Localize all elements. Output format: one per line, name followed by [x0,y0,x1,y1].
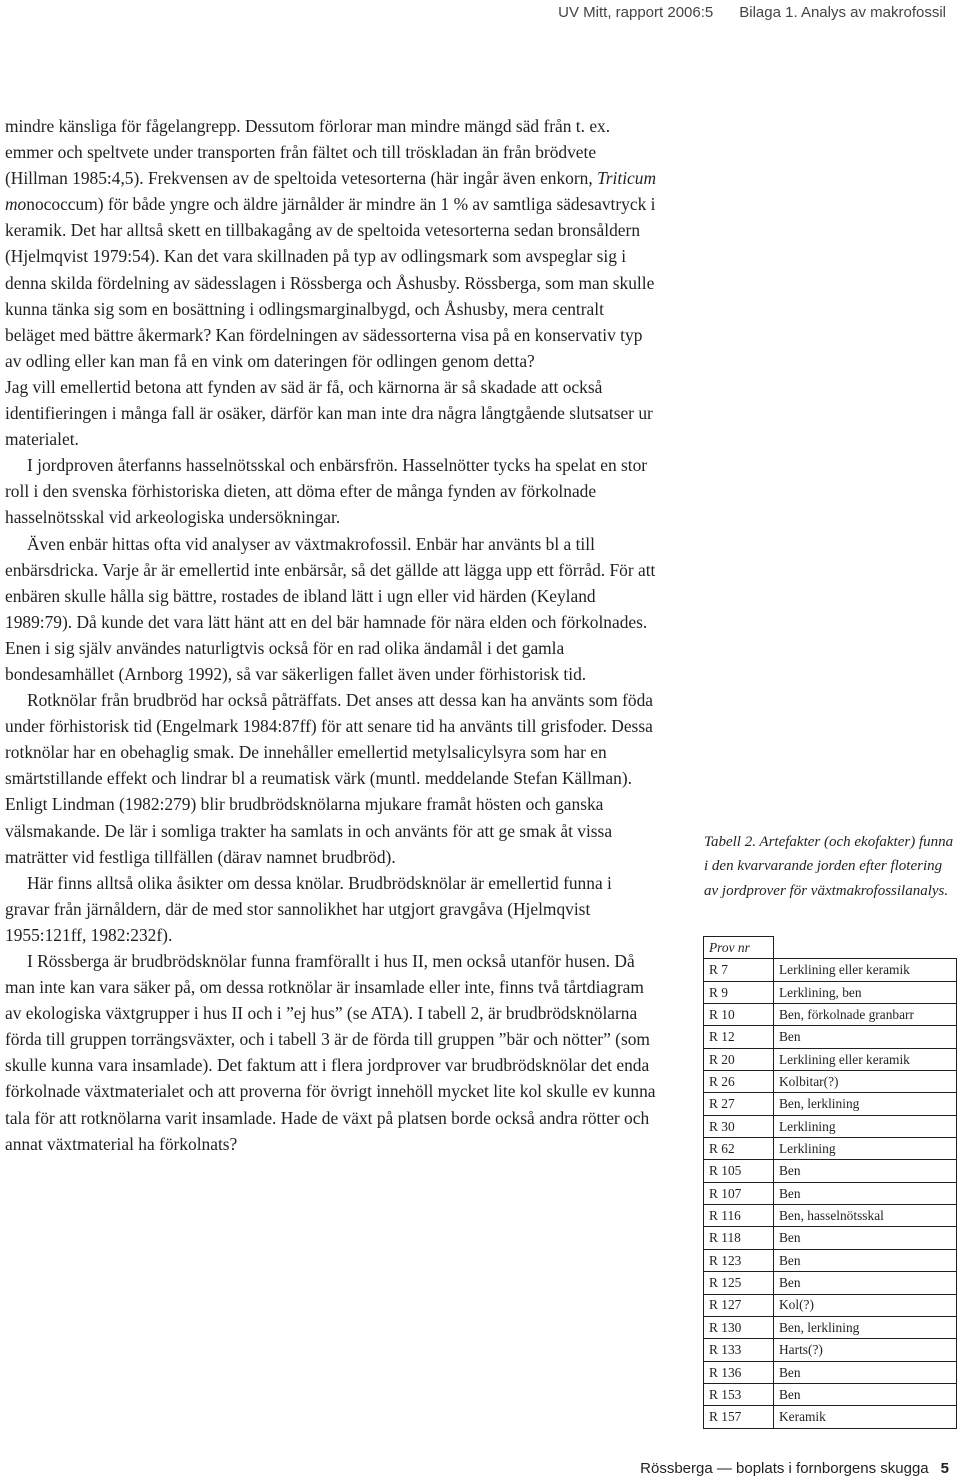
paragraph-7: I Rössberga är brudbrödsknölar funna framförallt i hus II, men också utanför husen. Då man inte kan vara säker på, om dessa rotknölar är insamlade eller inte, finns två tårtdiagram av ekologiska växtgrupper i hus II och i ”ej hus” (se ATA). I tabell 2, är brudbrödsknölarna förda till gruppen torrängsväxter, och i tabell 3 är de förda till gruppen ”bär och nötter” (som skulle kunna vara insamlade). Det faktum att i flera jordprover var brudbrödsknölar det enda förkolnade växtmaterialet och att proverna för övrigt innehöll mycket lite kol skulle ev kunna tala för att rotknölarna varit insamlade. Hade de växt på platsen borde också andra rötter och annat växtmaterial ha förkolnats? [5,951,656,1154]
table-row [704,1071,957,1093]
table-header-row [704,937,957,959]
sample-id-cell: R 10 [704,1004,774,1026]
sample-id-cell: R 125 [704,1272,774,1294]
table-row [704,1093,957,1115]
sample-id-cell: R 20 [704,1048,774,1070]
finds-cell: Ben [774,1026,957,1048]
column-header-sample: Prov nr [704,937,774,959]
finds-cell: Lerklining eller keramik [774,1048,957,1070]
publication-title: Rössberga — boplats i fornborgens skugga [640,1460,929,1477]
report-id: UV Mitt, rapport 2006:5 [558,4,714,21]
table-row [704,1160,957,1182]
sample-id-cell: R 26 [704,1071,774,1093]
sample-id-cell: R 62 [704,1138,774,1160]
page-header [558,4,946,21]
table-row [704,1249,957,1271]
page-number: 5 [940,1460,949,1477]
finds-cell: Ben, hasselnötsskal [774,1205,957,1227]
paragraph-3: I jordproven återfanns hasselnötsskal och enbärsfrön. Hasselnötter tycks ha spelat en stor roll i den svenska förhistoriska dieten, att döma efter de många fynden av förkolnade hasselnötsskal vid arkeologiska undersökningar. [5,455,648,528]
sample-id-cell: R 27 [704,1093,774,1115]
body-text [5,113,657,1157]
table-row [704,1383,957,1405]
finds-cell: Ben, förkolnade granbarr [774,1004,957,1026]
table-row [704,1227,957,1249]
table-row [704,1182,957,1204]
sample-id-cell: R 133 [704,1339,774,1361]
table-row [704,1361,957,1383]
table-row [704,959,957,981]
table-caption: Tabell 2. Artefakter (och ekofakter) funna i den kvarvarande jorden efter flotering av jordprover för växtmakrofossilanalys. [704,834,954,899]
appendix-title: Bilaga 1. Analys av makrofossil [739,4,946,21]
table-row [704,1004,957,1026]
finds-cell: Kolbitar(?) [774,1071,957,1093]
sample-id-cell: R 7 [704,959,774,981]
finds-cell: Ben [774,1383,957,1405]
table-row [704,1339,957,1361]
table-row [704,1272,957,1294]
paragraph-1: mindre känsliga för fågelangrepp. Dessutom förlorar man mindre mängd säd från t. ex. emmer och speltvete under transporten från fältet och till tröskladan än från brödvete (Hillman 1985:4,5). Frekvensen av de speltoida vetesorterna (här ingår även enkorn, Triticum monococcum) för både yngre och äldre järnålder är mindre än 1 % av samtliga sädesavtryck i keramik. Det har alltså skett en tillbakagång av de speltoida vetesorterna sedan bronsåldern (Hjelmqvist 1979:54). Kan det vara skillnaden på typ av odlingsmark som avspeglar sig i denna skilda fördelning av sädesslagen i Rössberga och Åshusby. Rössberga, som man skulle kunna tänka sig som en bosättning i odlingsmarginalbygd, och Åshusby, mera centralt beläget med bättre åkermark? Kan fördelningen av sädessorterna visa på en konservativ typ av odling eller kan man få en vink om dateringen för odlingen genom detta? [5,116,657,371]
sample-id-cell: R 105 [704,1160,774,1182]
table-body [704,959,957,1428]
paragraph-4: Även enbär hittas ofta vid analyser av växtmakrofossil. Enbär har använts bl a till enbärsdricka. Varje år är emellertid inte enbärsår, så det gällde att lägga upp ett förråd. För att enbären skulle hålla sig bättre, rostades de ibland lätt i ugn eller vid härden (Keyland 1989:79). Då kunde det vara lätt hänt att en del bär hamnade för nära elden och förkolnades. Enen i sig själv användes naturligtvis också för en rad olika ändamål i det gamla bondesamhället (Arnborg 1992), så var säkerligen fallet även under förhistorisk tid. [5,533,656,684]
sample-id-cell: R 127 [704,1294,774,1316]
sample-id-cell: R 130 [704,1316,774,1338]
table-row [704,1115,957,1137]
finds-cell: Lerklining [774,1138,957,1160]
table-row [704,1205,957,1227]
table-row [704,1294,957,1316]
paragraph-5: Rotknölar från brudbröd har också påträffats. Det anses att dessa kan ha använts som föda under förhistorisk tid (Engelmark 1984:87ff) för att senare tid ha använts till grisfoder. Dessa rotknölar har en obehaglig smak. De innehåller emellertid metylsalicylsyra som har en smärtstillande effekt och lindrar bl a reumatisk värk (muntl. meddelande Stefan Källman). Enligt Lindman (1982:279) blir brudbrödsknölarna mjukare framåt hösten och ganska välsmakande. De lär i somliga trakter ha samlats in och använts för att ge smak åt vissa maträtter vid festliga tillfällen (därav namnet brudbröd). [5,690,654,867]
finds-cell: Ben [774,1249,957,1271]
table-row [704,1048,957,1070]
finds-cell: Ben [774,1182,957,1204]
table-row [704,1138,957,1160]
sample-id-cell: R 118 [704,1227,774,1249]
finds-cell: Kol(?) [774,1294,957,1316]
sample-id-cell: R 153 [704,1383,774,1405]
finds-cell: Ben [774,1227,957,1249]
table-row [704,1406,957,1428]
finds-cell: Lerklining [774,1115,957,1137]
table-row [704,1316,957,1338]
finds-cell: Ben [774,1160,957,1182]
sample-id-cell: R 107 [704,1182,774,1204]
sample-id-cell: R 136 [704,1361,774,1383]
sample-id-cell: R 12 [704,1026,774,1048]
paragraph-6: Här finns alltså olika åsikter om dessa knölar. Brudbrödsknölar är emellertid funna i gravar från järnåldern, där de med stor sannolikhet har utgjort gravgåva (Hjelmqvist 1955:121ff, 1982:232f). [5,872,612,945]
finds-cell: Lerklining eller keramik [774,959,957,981]
finds-cell: Harts(?) [774,1339,957,1361]
finds-cell: Ben [774,1272,957,1294]
page-footer [640,1460,949,1477]
paragraph-2: Jag vill emellertid betona att fynden av säd är få, och kärnorna är så skadade att också identifieringen i många fall är osäker, därför kan man inte dra några långtgående slutsatser ur materialet. [5,376,653,450]
finds-cell: Ben, lerklining [774,1316,957,1338]
finds-cell: Keramik [774,1406,957,1428]
artefact-table [703,936,957,1429]
sample-id-cell: R 116 [704,1205,774,1227]
finds-cell: Lerklining, ben [774,981,957,1003]
sample-id-cell: R 123 [704,1249,774,1271]
table-row [704,981,957,1003]
table-row [704,1026,957,1048]
species-name: Triticum mo [5,168,657,215]
finds-cell: Ben, lerklining [774,1093,957,1115]
sample-id-cell: R 30 [704,1115,774,1137]
finds-cell: Ben [774,1361,957,1383]
sample-id-cell: R 157 [704,1406,774,1428]
sample-id-cell: R 9 [704,981,774,1003]
column-header-blank [774,937,957,959]
